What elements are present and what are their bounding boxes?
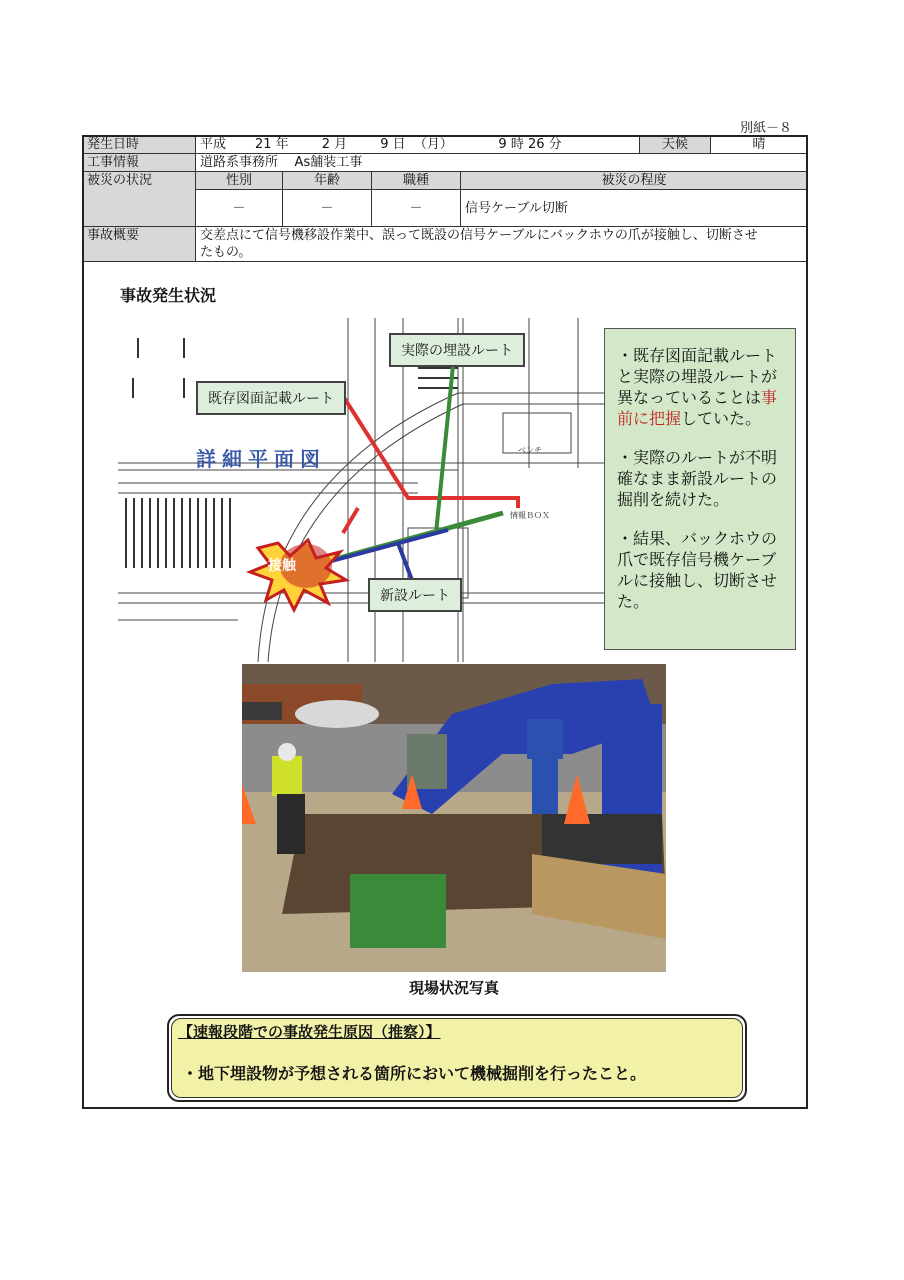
damage-value: 信号ケーブル切断 (461, 190, 808, 227)
month-unit: 月 (334, 137, 348, 152)
site-photo (242, 664, 666, 972)
route-existing-line (343, 396, 518, 508)
weekday: （月） (413, 137, 453, 152)
section-title: 事故発生状況 (120, 286, 217, 305)
sheet-label: 別紙－８ (740, 121, 793, 136)
note-2: ・実際のルートが不明確なまま新設ルートの掘削を続けた。 (617, 448, 778, 509)
day-unit: 日 (392, 137, 406, 152)
year-unit: 年 (275, 137, 289, 152)
col-sex: 性別 (196, 172, 283, 190)
date-label: 発生日時 (83, 136, 196, 154)
weather-label: 天候 (640, 136, 711, 154)
col-age: 年齢 (283, 172, 372, 190)
work-name: As舗装工事 (294, 155, 363, 170)
office-name: 道路系事務所 (200, 155, 279, 170)
note-1-text: ・既存図面記載ルートと実際の埋設ルートが異なっていることは (617, 346, 778, 407)
callout-actual-route: 実際の埋設ルート (389, 333, 525, 367)
callout-new-route: 新設ルート (368, 578, 462, 612)
minute-unit: 分 (548, 137, 562, 152)
note-1-highlight: 事前に把握 (617, 388, 778, 428)
route-actual-line (436, 366, 453, 533)
photo-caption: 現場状況写真 (408, 979, 499, 997)
route-existing-line-2 (343, 508, 358, 533)
minute: 26 (527, 137, 545, 152)
map-linework (118, 318, 606, 662)
summary-label: 事故概要 (83, 227, 196, 262)
day: 9 (380, 137, 389, 152)
weather-value: 晴 (711, 136, 808, 154)
job-value: － (372, 190, 461, 227)
cause-text: ・地下埋設物が予想される箇所において機械掘削を行ったこと。 (182, 1064, 647, 1083)
notes-box (604, 328, 796, 650)
bench-label: ベンチ (518, 446, 542, 455)
year: 21 (254, 137, 272, 152)
summary-line-2: たもの。 (200, 245, 252, 260)
summary-line-1: 交差点にて信号機移設作業中、誤って既設の信号ケーブルにバックホウの爪が接触し、切断させ (200, 228, 758, 243)
col-damage: 被災の程度 (461, 172, 808, 190)
work-label: 工事情報 (83, 154, 196, 172)
cause-title: 【速報段階での事故発生原因（推察）】 (178, 1023, 441, 1041)
box-label: 情報ＢＯＸ (510, 511, 550, 520)
note-1-tail: していた。 (681, 409, 762, 428)
photo-mask (350, 874, 446, 948)
col-job: 職種 (372, 172, 461, 190)
age-value: － (283, 190, 372, 227)
hour-unit: 時 (510, 137, 524, 152)
plan-title: 詳細平面図 (196, 447, 326, 471)
month: 2 (321, 137, 330, 152)
era: 平成 (200, 137, 227, 152)
detail-plan-map (118, 318, 606, 662)
note-3: ・結果、バックホウの爪で既存信号機ケーブルに接触し、切断させた。 (617, 529, 778, 611)
victim-label: 被災の状況 (83, 172, 196, 227)
note-1 (617, 345, 785, 429)
contact-label: 接触 (268, 558, 296, 574)
hour: 9 (498, 137, 507, 152)
sex-value: － (196, 190, 283, 227)
callout-existing-route: 既存図面記載ルート (196, 381, 346, 415)
